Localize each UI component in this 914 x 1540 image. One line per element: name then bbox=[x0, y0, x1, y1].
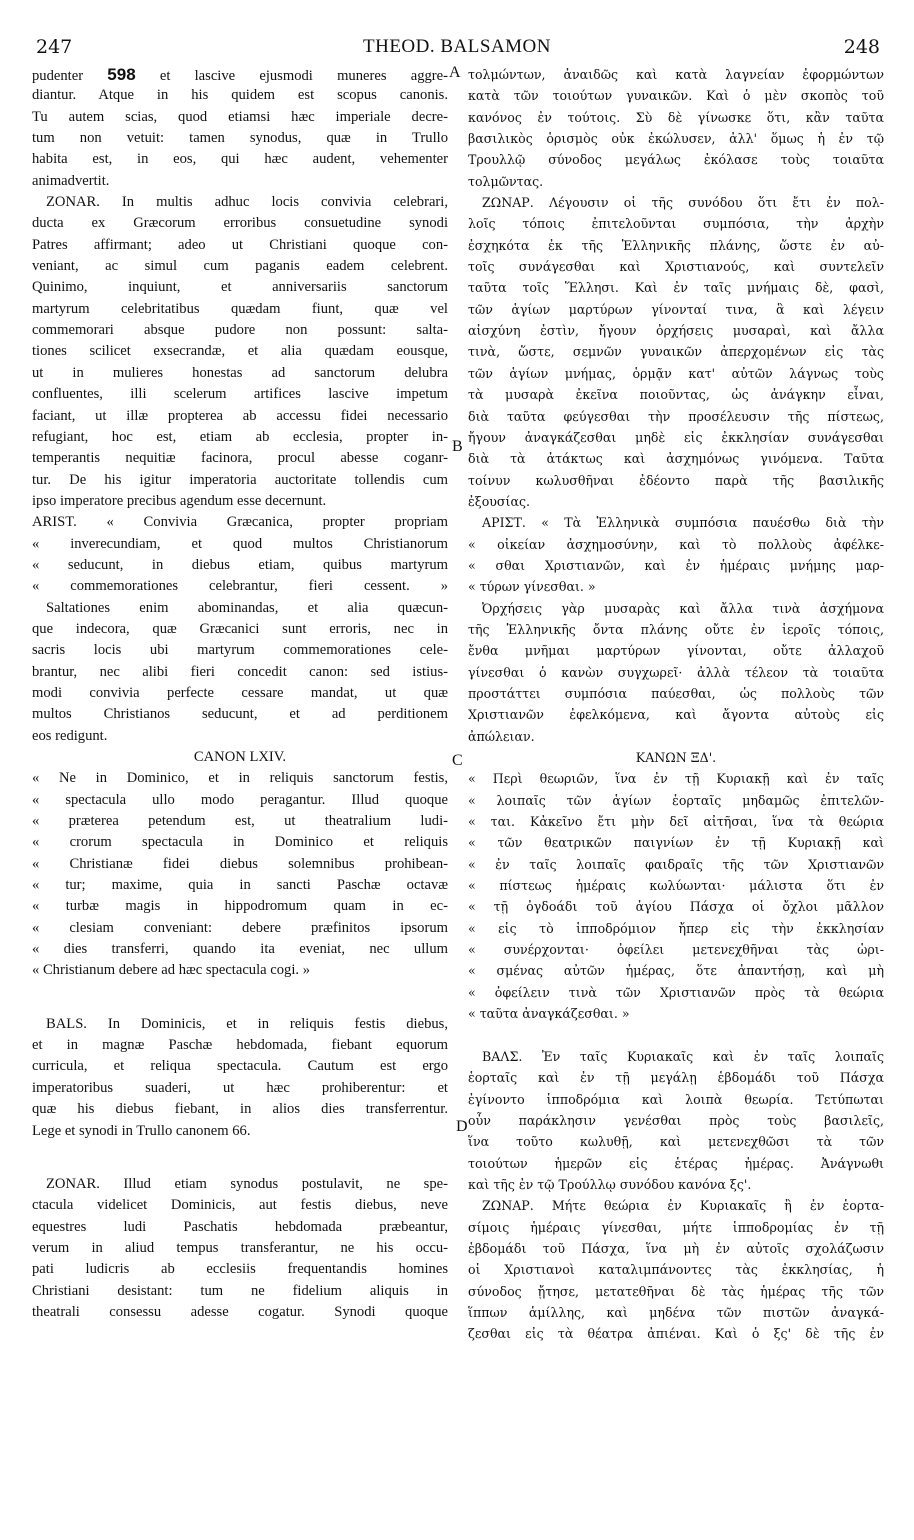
greek-line: « Περὶ θεωριῶν, ἵνα ἐν τῇ Κυριακῇ καὶ ἐν ταῖς bbox=[468, 771, 884, 787]
latin-line: diantur. Atque in his quidem est scopus canonis. bbox=[32, 87, 448, 104]
latin-line: temperantis nequitiæ facinora, procul abesse coganr- bbox=[32, 450, 448, 467]
greek-line: « τύρων γίνεσθαι. » bbox=[468, 579, 596, 595]
latin-line: commemorari absque pudore non possunt: salta- bbox=[32, 322, 448, 339]
latin-line: imperatoribus suaderi, ut hæc prohiberentur: et bbox=[32, 1079, 448, 1096]
greek-line: ἑορταῖς καὶ ἐν τῇ μεγάλῃ ἑβδομάδι τοῦ Πάσχα bbox=[468, 1070, 884, 1086]
latin-line: theatrali consessu adesse cogatur. Synodi quoque bbox=[32, 1303, 448, 1320]
margin-mark-d: D bbox=[456, 1118, 468, 1135]
page-number-right: 248 bbox=[843, 36, 880, 58]
greek-line: τοίνυν κωλυσθῆναι ἐδέοντο παρὰ τῆς βασιλικῆς bbox=[468, 472, 884, 488]
greek-line: σίμοις ἡμέραις γίνεσθαι, μήτε ἱπποδρομίας ἐν τῇ bbox=[468, 1219, 884, 1235]
greek-line: ἵνα τοῦτο κωλυθῇ, καὶ μετενεχθῶσι τὰ τῶν bbox=[468, 1134, 884, 1150]
greek-line: σύνοδος ᾔτησε, μετατεθῆναι δὲ τὰς ἡμέρας τῆς τῶν bbox=[468, 1283, 884, 1299]
latin-line: habita est, in eos, qui hæc audent, vehementer bbox=[32, 151, 448, 168]
greek-line: « τῶν θεατρικῶν παιγνίων ἐν τῇ Κυριακῇ καὶ bbox=[468, 835, 884, 851]
greek-line: « εἰς τὸ ἱπποδρόμιον ἤπερ εἰς τὴν ἐκκλησίαν bbox=[468, 920, 884, 936]
latin-line: martyrum celebritatibus quædam fiunt, quæ vel bbox=[32, 300, 448, 317]
latin-line: eos redigunt. bbox=[32, 727, 108, 744]
latin-line: « tur; maxime, quia in sancti Paschæ octavæ bbox=[32, 877, 448, 894]
latin-line: Christiani desistant: tum ne fidelium aliquis in bbox=[32, 1282, 448, 1299]
margin-mark-b: B bbox=[452, 438, 463, 455]
latin-line: refugiant, hoc est, etiam ab ecclesia, propter in- bbox=[32, 428, 448, 445]
greek-line: κατὰ τῶν τοιούτων γυναικῶν. Καὶ ὁ μὲν σκοπὸς τοῦ bbox=[468, 88, 884, 104]
greek-line: τῶν ἁγίων μνήμας, ὁρμᾷν κατ' αὐτῶν λάγνως τοὺς bbox=[468, 365, 884, 381]
greek-line: ΖΩΝΑΡ. Μήτε θεώρια ἐν Κυριακαῖς ἢ ἐν ἑορτα- bbox=[482, 1198, 884, 1214]
latin-line: verum in aliud tempus transferantur, ne his occu- bbox=[32, 1239, 448, 1256]
greek-line: ΑΡΙΣΤ. « Τὰ Ἑλληνικὰ συμπόσια παυέσθω διὰ τὴν bbox=[482, 515, 884, 531]
greek-line: γίνεσθαι ὁ κανὼν συγχωρεῖ· ἀλλὰ τέλεον τὰ τοιαῦτα bbox=[468, 664, 884, 680]
latin-line: tiones scilicet exsecrandæ, et alia quædam eousque, bbox=[32, 343, 448, 360]
spacer bbox=[32, 982, 448, 1014]
latin-line: Tu autem scias, quod etiamsi hæc imperiale decre- bbox=[32, 108, 448, 125]
greek-line: ζεσθαι εἰς τὰ θέατρα ἀπιέναι. Καὶ ὁ ξς' δὲ τῆς ἐν bbox=[468, 1326, 884, 1342]
latin-line: « Ne in Dominico, et in reliquis sanctorum festis, bbox=[32, 770, 448, 787]
latin-line: Quinimo, inquiunt, et anniversariis sanctorum bbox=[32, 279, 448, 296]
margin-mark-c: C bbox=[452, 752, 463, 769]
latin-line: Saltationes enim abominandas, et alia quæcun- bbox=[46, 599, 448, 616]
canon-heading: ΚΑΝΩΝ ΞΔ'. bbox=[635, 750, 717, 765]
greek-line: « σμένας αὐτῶν ἡμέρας, ὅτε ἀπαντήσῃ, καὶ μὴ bbox=[468, 963, 884, 979]
margin-mark-a: A bbox=[449, 64, 461, 81]
latin-line-text: pudenter bbox=[32, 68, 108, 84]
latin-line: tur. De his igitur imperatoria auctoritate tollendis cum bbox=[32, 471, 448, 488]
greek-line: Τρουλλῷ σύνοδος μεγάλως ἐκόλασε τοὺς τοιαῦτα bbox=[468, 152, 884, 168]
greek-line: Ὀρχήσεις γὰρ μυσαρὰς καὶ ἄλλα τινὰ ἀσχήμονα bbox=[482, 600, 884, 616]
latin-line: curricula, et reliqua spectacula. Cautum est ergo bbox=[32, 1058, 448, 1075]
greek-line: ἔνθα μνῆμαι μαρτύρων γίνονται, οὔτε ἀλλαχοῦ bbox=[468, 643, 884, 659]
greek-line: ἤγουν ἀναγκάζεσθαι μηδὲ εἰς ἐκκλησίαν συνάγεσθαι bbox=[468, 429, 884, 445]
page-number-left: 247 bbox=[36, 36, 73, 58]
latin-line: BALS. In Dominicis, et in reliquis festis diebus, bbox=[46, 1015, 448, 1032]
greek-line: τῆς Ἑλληνικῆς ὄντα πλάνης οὔτε ἐν ἱεροῖς τόποις, bbox=[468, 621, 884, 637]
greek-line: διὰ τὰ ἀτάκτως καὶ ἀσχημόνως γινόμενα. Ταῦτα bbox=[468, 451, 884, 467]
spacer bbox=[32, 1142, 448, 1174]
latin-column bbox=[32, 64, 448, 1524]
greek-line: ἐσχηκότα ἐκ τῆς Ἑλληνικῆς πλάνης, ὥστε ἐν αὐ- bbox=[468, 237, 884, 253]
greek-line: καὶ τῆς ἐν τῷ Τρούλλῳ συνόδου κανόνα ξς'. bbox=[468, 1176, 752, 1192]
greek-line: ΒΑΛΣ. Ἐν ταῖς Κυριακαῖς καὶ ἐν ταῖς λοιπαῖς bbox=[482, 1048, 884, 1064]
greek-line: ΖΩΝΑΡ. Λέγουσιν οἱ τῆς συνόδου ὅτι ἔτι ἐν πολ- bbox=[482, 195, 884, 211]
latin-line: ctacula videlicet Dominicis, aut festis diebus, neve bbox=[32, 1197, 448, 1214]
greek-column bbox=[468, 64, 884, 1524]
greek-line: ἑβδομάδι τοῦ Πάσχα, ἵνα μὴ ἐν αὐτοῖς σχολάζωσιν bbox=[468, 1240, 884, 1256]
greek-line: « σθαι Χριστιανῶν, καὶ ἐν ἡμέραις μνήμης μαρ- bbox=[468, 557, 884, 573]
latin-line: et in magnæ Paschæ hebdomada, fiebant equorum bbox=[32, 1037, 448, 1054]
latin-line: veniant, ac simul cum paganis eadem celebrent. bbox=[32, 258, 448, 275]
latin-line: multos Christianos seducunt, et ad perditionem bbox=[32, 706, 448, 723]
latin-line: ZONAR. Illud etiam synodus postulavit, ne spe- bbox=[46, 1175, 448, 1192]
latin-line: confluentes, illi scelerum artifices lascive impetum bbox=[32, 386, 448, 403]
latin-line: « turbæ magis in hippodromum quam in ec- bbox=[32, 898, 448, 915]
greek-line: διὰ ταῦτα φεύγεσθαι τὴν προσέλευσιν τῆς πίστεως, bbox=[468, 408, 884, 424]
latin-line: brantur, nec alibi fieri concedit canon: sed istius- bbox=[32, 663, 448, 680]
latin-line: « commemorationes celebrantur, fieri cessent. » bbox=[32, 578, 448, 595]
greek-line: τολμώντων, ἀναιδῶς καὶ κατὰ λαγνείαν ἐφορμώντων bbox=[468, 67, 884, 82]
latin-line: pati ludicris ab ecclesiis frequentandis homines bbox=[32, 1261, 448, 1278]
latin-line: que indecora, quæ Græcanici sunt erroris, nec in bbox=[32, 620, 448, 637]
greek-line: ἐγίνοντο ἱπποδρόμια καὶ λοιπὰ θεωρία. Τετύπωται bbox=[468, 1091, 884, 1107]
latin-line: faciant, ut illæ propterea ab accessu fidei necessario bbox=[32, 407, 448, 424]
greek-line: « ται. Κἀκεῖνο ἔτι μὴν δεῖ αἰτῆσαι, ἵνα τὰ θεώρια bbox=[468, 814, 884, 830]
latin-line: sacris locis ubi martyrum commemorationes cele- bbox=[32, 642, 448, 659]
greek-line: ἀπώλειαν. bbox=[468, 728, 535, 744]
greek-line: τολμῶντας. bbox=[468, 173, 544, 189]
greek-line: τοῖς συνάγεσθαι καὶ Χριστιανούς, καὶ συντελεῖν bbox=[468, 259, 884, 275]
latin-line: « crorum spectacula in Dominico et reliquis bbox=[32, 834, 448, 851]
latin-line: « spectacula ullo modo peragantur. Illud quoque bbox=[32, 791, 448, 808]
latin-line: « dies transferri, quando ita eveniat, nec ullum bbox=[32, 941, 448, 958]
latin-line: modi convivia perfecte cessare mandat, ut quæ bbox=[32, 684, 448, 701]
greek-line: Χριστιανῶν ἐφελκόμενα, καὶ ἄγοντα αὐτοὺς εἰς bbox=[468, 707, 884, 723]
latin-line: ZONAR. In multis adhuc locis convivia celebrari, bbox=[46, 194, 448, 211]
latin-line: « seducunt, in diebus etiam, quibus martyrum bbox=[32, 556, 448, 573]
greek-line: « τῇ ὀγδοάδι τοῦ ἁγίου Πάσχα οἱ ὄχλοι μᾶλλον bbox=[468, 899, 884, 915]
latin-line: Patres affirmant; adeo ut Christiani quoque con- bbox=[32, 236, 448, 253]
greek-line: κανόνος ἐν τούτοις. Σὺ δὲ γίνωσκε ὅτι, κἂν ταῦτα bbox=[468, 109, 884, 125]
greek-line: τινὰ, ὥστε, σεμνῶν γυναικῶν ἀπερχομένων εἰς τὰς bbox=[468, 344, 884, 360]
greek-line: « ταῦτα ἀναγκάζεσθαι. » bbox=[468, 1006, 630, 1022]
column-number: 598 bbox=[107, 65, 136, 84]
greek-line: αἰσχύνη ἐστὶν, ἤγουν ὀρχήσεις μυσαραὶ, καὶ ἄλλα bbox=[468, 323, 884, 339]
latin-line: « præterea petendum est, ut theatralium ludi- bbox=[32, 813, 448, 830]
greek-line: « συνέρχονται· ὀφείλει μετενεχθῆναι τὰς ὡρι- bbox=[468, 942, 884, 958]
latin-line: tum non vetuit: tamen synodus, quæ in Trullo bbox=[32, 130, 448, 147]
greek-line: βασιλικὸς ὁρισμὸς οὐκ ἐκώλυσεν, ἀλλ' ὅμως ἡ ἐν τῷ bbox=[468, 131, 884, 147]
latin-line: « Christianum debere ad hæc spectacula cogi. » bbox=[32, 962, 311, 979]
greek-line: « οἰκείαν ἀσχημοσύνην, καὶ τὸ πολλοὺς ἀφέλκε- bbox=[468, 536, 884, 552]
greek-line: ἐξουσίας. bbox=[468, 493, 531, 509]
greek-line: οἱ Χριστιανοὶ καταλιμπάνοντες τὰς ἐκκλησίας, ἡ bbox=[468, 1262, 884, 1278]
spacer bbox=[468, 1024, 884, 1045]
greek-line: ἵππων ἁμίλλης, καὶ μηδένα τῶν πιστῶν ἀναγκά- bbox=[468, 1304, 884, 1320]
latin-line: ipso imperatore precibus agendum esse decernunt. bbox=[32, 492, 327, 509]
greek-line: « ἐν ταῖς λοιπαῖς φαιδραῖς τῆς τῶν Χριστιανῶν bbox=[468, 856, 884, 872]
latin-line: « Christianæ fidei diebus solemnibus prohibean- bbox=[32, 855, 448, 872]
latin-line: « clesiam conveniant: debere præfinitos ipsorum bbox=[32, 919, 448, 936]
greek-line: οὖν παράκλησιν γενέσθαι πρὸς τοὺς βασιλεῖς, bbox=[468, 1112, 884, 1128]
greek-line: « πίστεως ἡμέραις κωλύωνται· μάλιστα ὅτι ἐν bbox=[468, 878, 884, 894]
latin-line bbox=[32, 64, 448, 85]
greek-line: τοιούτων ἡμερῶν εἰς ἑτέρας ἡμέρας. Ἀνάγνωθι bbox=[468, 1155, 884, 1171]
greek-line: τὰ μυσαρὰ ἐκεῖνα ποιοῦντας, ὡς ἀνάγκην εἶναι, bbox=[468, 387, 884, 403]
latin-line: quæ his diebus fiebant, in alios dies transferrentur. bbox=[32, 1101, 448, 1118]
greek-line: λοῖς τόποις ἐπιτελοῦνται συμπόσια, τὴν ἀρχὴν bbox=[468, 216, 884, 232]
greek-line: τῶν ἁγίων μαρτύρων γίνονταί τινα, ἃ καὶ λέγειν bbox=[468, 301, 884, 317]
canon-heading: CANON LXIV. bbox=[193, 749, 287, 765]
latin-line: animadvertit. bbox=[32, 172, 110, 189]
latin-line: ducta ex Græcorum erroribus consuetudine synodi bbox=[32, 215, 448, 232]
greek-line: ταῦτα τοῖς Ἕλλησι. Καὶ ἐν ταῖς μνήμαις δὲ, φασὶ, bbox=[468, 280, 884, 296]
running-title: THEOD. BALSAMON bbox=[363, 36, 551, 57]
greek-line: « ὀφείλειν τινὰ τῶν Χριστιανῶν πρὸς τὰ θεώρια bbox=[468, 984, 884, 1000]
greek-line: προστάττει συμπόσια παύεσθαι, ὡς πολλοὺς τῶν bbox=[468, 685, 884, 701]
latin-line: ut in mulieres honestas ad sanctorum delubra bbox=[32, 364, 448, 381]
latin-line: ARIST. « Convivia Græcanica, propter propriam bbox=[32, 514, 448, 531]
latin-line: « inverecundiam, et quod multos Christianorum bbox=[32, 535, 448, 552]
latin-line: Lege et synodi in Trullo canonem 66. bbox=[32, 1122, 251, 1139]
latin-line: equestres ludi Paschatis hebdomada præbeantur, bbox=[32, 1218, 448, 1235]
greek-line: « λοιπαῖς τῶν ἁγίων ἑορταῖς μηδαμῶς ἐπιτελῶν- bbox=[468, 792, 884, 808]
latin-line-text: et lascive ejusmodi muneres aggre- bbox=[135, 68, 448, 84]
